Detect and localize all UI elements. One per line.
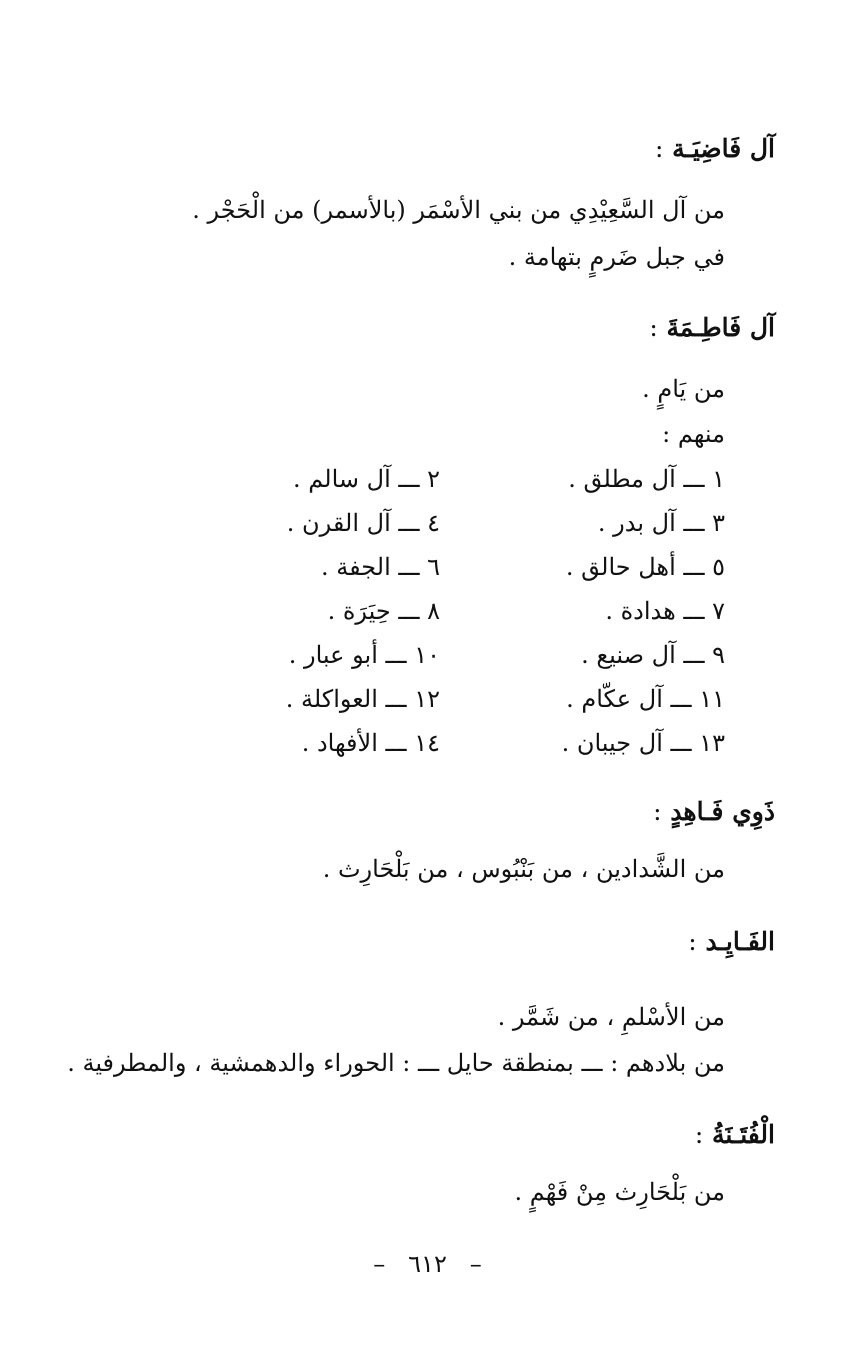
entry-line: من بَلْحَارِث مِنْ فَهْمٍ . xyxy=(514,1178,725,1206)
clan-list-item: ١ ـــ آل مطلق . xyxy=(568,465,725,493)
clan-list-item: ١٤ ـــ الأفهاد . xyxy=(301,729,440,757)
clan-list-item: ١٣ ـــ آل جيبان . xyxy=(561,729,725,757)
entry-heading: الْفُتَـنَةُ : xyxy=(694,1120,775,1149)
entry-line: من يَامٍ . xyxy=(642,375,725,403)
clan-list-item: ٢ ـــ آل سالم . xyxy=(293,465,440,493)
clan-list-item: ١١ ـــ آل عكّام . xyxy=(566,685,725,713)
entry-heading: آل فَاطِـمَةَ : xyxy=(649,313,775,342)
entry-line: من الأسْلمِ ، من شَمَّر . xyxy=(497,1003,725,1031)
clan-list-item: ٤ ـــ آل القرن . xyxy=(286,509,440,537)
clan-list-item: ٧ ـــ هدادة . xyxy=(605,597,725,625)
entry-line: منهم : xyxy=(662,420,725,448)
entry-heading: ذَوِي فَـاهِدٍ : xyxy=(653,797,775,826)
clan-list-item: ٨ ـــ حِيَرَة . xyxy=(327,597,440,625)
clan-list-item: ٩ ـــ آل صنيع . xyxy=(581,641,725,669)
entry-line: في جبل ضَرمٍ بتهامة . xyxy=(508,243,725,271)
clan-list-item: ٣ ـــ آل بدر . xyxy=(597,509,725,537)
entry-line: من الشَّدادين ، من بَنْبُوس ، من بَلْحَارِث . xyxy=(322,855,725,883)
entry-heading: الفَـايِـد : xyxy=(688,927,775,956)
entry-heading: آل فَاضِيَـة : xyxy=(654,134,775,163)
clan-list-item: ٦ ـــ الجفة . xyxy=(321,553,440,581)
clan-list-item: ١٠ ـــ أبو عبار . xyxy=(288,641,440,669)
entry-line: من بلادهم : ـــ بمنطقة حايل ـــ : الحوراء والدهمشية ، والمطرفية . xyxy=(67,1049,725,1077)
clan-list-item: ١٢ ـــ العواكلة . xyxy=(285,685,440,713)
page-number: – ٦١٢ – xyxy=(373,1250,482,1278)
entry-line: من آل السَّعِيْدِي من بني الأسْمَر (بالأسمر) من الْحَجْر . xyxy=(192,196,725,224)
clan-list-item: ٥ ـــ أهل حالق . xyxy=(565,553,725,581)
